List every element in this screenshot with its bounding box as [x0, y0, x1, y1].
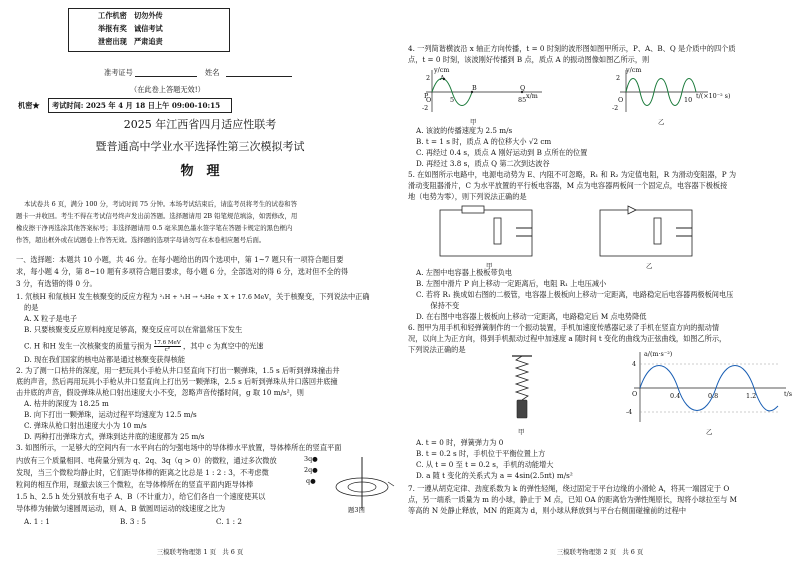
q3-option-b: B. 3 : 5 — [120, 517, 146, 526]
q6-graph-tick-0-4: 0.4 — [670, 392, 681, 400]
answer-invalid-note: （在此卷上答题无效!） — [130, 85, 205, 94]
q4-vib-origin: O — [618, 96, 624, 104]
q6-stem-line-1: 6. 图甲为用手机和轻弹簧制作的一个振动装置，手机加速度传感器记录了手机在竖直方向的振动情 — [408, 323, 720, 332]
q6-fig2-caption: 乙 — [706, 428, 713, 436]
q4-stem-line-1: 4. 一列简谐横波沿 x 轴正方向传播，t = 0 时刻的波形图如图甲所示，P、A、B、Q 是介质中的四个质 — [408, 44, 736, 53]
q5-fig-caption-left: 甲 — [486, 262, 493, 270]
intro-line-1: 本试卷共 6 页，满分 100 分，考试时间 75 分钟。本场考试结束后，请监考员将考生的试卷和答 — [24, 200, 298, 208]
intro-line-3: 橡皮擦干净再选涂其他答案标号；非选择题请用 0.5 毫米黑色墨水签字笔在答题卡规定的黑色框内 — [16, 224, 293, 232]
q1-c-c: H 发生一次核聚变的质量亏损为 — [49, 341, 152, 351]
q7-stem-line-1: 7. 一遵从胡克定律、劲度系数为 k 的弹性轻绳，绕过固定于平台边缘的小滑轮 A，将其一端固定于 O — [408, 484, 730, 493]
q2-option-c: C. 弹珠从枪口射出速度大小为 10 m/s — [24, 421, 147, 430]
q5-right-rheostat — [654, 218, 661, 244]
q5-stem-line-1: 5. 在如图所示电路中，电源电动势为 E、内阻不可忽略，R₁ 和 R₂ 为定值电阻，R 为滑动变阻器，P 为 — [408, 170, 737, 179]
q5-circuit-left — [432, 204, 542, 262]
q4-option-c: C. 再经过 0.4 s，质点 A 刚好运动到 B 点所在的位置 — [416, 148, 588, 157]
q6-graph-tick-neg4: -4 — [626, 408, 633, 416]
q3-charge-q: q● — [306, 477, 316, 485]
q4-fig2-caption: 乙 — [658, 118, 665, 126]
q6-graph-xlabel: t/s — [784, 390, 793, 398]
q3-stem-line-6: 导体棒为轴做匀速圆周运动，则 A、B 做圆周运动的线速度之比为 — [16, 504, 226, 513]
q6-graph-ylabel: a/(m·s⁻²) — [644, 350, 673, 358]
section-1-line-2: 求，每小题 4 分，第 8~10 题有多项符合题目要求，每小题 6 分，全部选对的得 6 分，选对但不全的得 — [16, 267, 349, 276]
q4-vib-tick-10: 10 — [684, 96, 693, 104]
q6-graph-tick-1-2: 1.2 — [746, 392, 757, 400]
q5-circuit-right — [592, 204, 702, 262]
q3-figure-caption: 题3图 — [348, 506, 365, 514]
q1-option-b: B. 只要核聚变反应原料纯度足够高，聚变反应可以在常温常压下发生 — [24, 325, 243, 334]
q6-spring-figure — [510, 354, 534, 424]
q3-charge-2q: 2q● — [304, 466, 318, 474]
q5-option-d: D. 在右图中电容器上极板向上移动一定距离，电路稳定后 M 点电势降低 — [416, 312, 647, 321]
q5-left-rheostat — [494, 218, 501, 244]
q1-option-a: A. X 粒子是电子 — [24, 314, 78, 323]
exam-title-line-2: 暨普通高中学业水平选择性第三次模拟考试 — [95, 140, 305, 153]
q1-c-fraction — [154, 340, 181, 353]
q4-wave-label-a: A — [440, 74, 445, 82]
q7-stem-line-2: 点，另一端系一质量为 m 的小球，静止于 M 点，已知 OA 的距离恰为弹性绳原长，现将小球拉至与 M — [408, 495, 737, 504]
ticket-number-label: 准考证号 — [104, 68, 133, 77]
q4-wave-xlabel: x/m — [526, 92, 538, 100]
ticket-number-blank — [135, 76, 197, 77]
q2-stem-line-3: 击井底的声音，假设弹珠从枪口射出速度大小不变，忽略声音传播时间，g 取 10 m/s²，则 — [16, 388, 304, 397]
q1-c-d: ，其中 c 为真空中的光速 — [183, 341, 264, 351]
q4-wave-origin: O — [426, 96, 432, 104]
q6-phone — [517, 400, 527, 418]
q6-fig1-caption: 甲 — [518, 428, 525, 436]
q5-left-outer-loop — [440, 210, 532, 256]
q3-stem-line-1: 3. 如图所示，一足够大的空间内有一水平向右的匀强电场中的导体棒水平放置，导体棒所在的竖直平面 — [16, 443, 342, 452]
q6-acceleration-graph — [626, 350, 791, 424]
rule-line-1: 工作机密 切勿外传 — [98, 11, 163, 20]
q4-fig1-caption: 甲 — [470, 118, 477, 126]
q4-option-b: B. t = 1 s 时，质点 A 的位移大小 √2 cm — [416, 137, 552, 146]
q4-wave-label-q: Q — [520, 84, 526, 92]
q2-stem-line-1: 2. 为了测一口枯井的深度，用一把玩具小手枪从井口竖直向下打出一颗弹珠，1.5 s 后听到弹珠撞击井 — [16, 366, 340, 375]
q5-stem-line-3: 地（电势为零），则下列说法正确的是 — [408, 192, 527, 201]
q1-option-d: D. 现在我们国家的核电站都是通过核聚变获得核能 — [24, 355, 186, 364]
q4-option-a: A. 该波的传播速度为 2.5 m/s — [416, 126, 513, 135]
q4-vib-xlabel: t/(×10⁻² s) — [696, 92, 731, 100]
q5-stem-line-2: 滑动变阻器滑片，C 为水平放置的平行板电容器，M 点为电容器两板间一个固定点，电容器下极板接 — [408, 181, 728, 190]
q1-c-frac-bot: c² — [164, 347, 170, 353]
q6-option-d: D. a 随 t 变化的关系式为 a = 4sin(2.5πt) m/s² — [416, 471, 573, 480]
student-name-label: 姓名 — [205, 68, 220, 77]
q3-option-c: C. 1 : 2 — [216, 517, 242, 526]
q1-option-c — [24, 340, 264, 353]
section-1-line-3: 3 分，有选错的得 0 分。 — [16, 279, 97, 288]
q5-option-c: C. 若将 R₁ 换成如右图的二极管，电容器上极板向上移动一定距离，电路稳定后电容器两极板间电压 — [416, 290, 734, 299]
q5-right-diode — [628, 206, 636, 214]
q4-wave-tick-2: 2 — [426, 74, 431, 82]
q6-option-a: A. t = 0 时，弹簧弹力为 0 — [416, 438, 504, 447]
q1-c-frac-top: 17.6 MeV — [153, 340, 181, 346]
q1-stem-c: H 发生核聚变的反应方程为 — [69, 292, 158, 301]
q3-arrow-line — [388, 482, 394, 486]
q4-wave-label-b: B — [472, 84, 477, 92]
secret-label: 机密★ — [18, 101, 40, 110]
q5-fig-caption-right: 乙 — [646, 262, 653, 270]
q4-stem-line-2: 点，t = 0 时刻，该波刚好传播到 B 点，质点 A 的振动图像如图乙所示，则 — [408, 55, 650, 64]
q5-option-a: A. 左图中电容器上极板带负电 — [416, 268, 513, 277]
q1-c-a: C. — [24, 341, 34, 351]
q5-option-c-cont: 保持不变 — [416, 301, 460, 310]
page-right — [400, 0, 800, 565]
q3-charge-3q: 3q● — [304, 455, 318, 463]
q1-stem-d: ，关于核聚变，下列说法中正确 — [268, 292, 370, 301]
q1-c-b: H 和 — [33, 341, 50, 351]
subject-title: 物 理 — [180, 164, 220, 179]
q4-option-d: D. 再经过 3.8 s，质点 Q 第二次到达波谷 — [416, 159, 550, 168]
q3-stem-line-5: 1.5 h、2.5 h 处分别放有电子 A、B（不计重力），给它们各自一个速度使其以 — [16, 492, 266, 501]
footer-left: 三模联考物理第 1 页 共 6 页 — [156, 548, 244, 556]
q6-option-b: B. t = 0.2 s 时，手机位于平衡位置上方 — [416, 449, 546, 458]
q7-stem-line-3: 等高的 N 处静止释放，MN 的距离为 d，则小球从释放到与平台右侧面碰撞前的过程中 — [408, 506, 687, 515]
q5-right-outer-loop — [600, 210, 692, 256]
exam-time: 考试时间: 2025 年 4 月 18 日上午 09:00-10:15 — [52, 101, 221, 110]
section-1-line-1: 一、选择题：本题共 10 小题，共 46 分。在每小题给出的四个选项中，第 1~7 题只有一项符合题目要 — [16, 255, 344, 264]
q4-vib-tick-2: 2 — [616, 74, 621, 82]
q6-stem-line-3: 下列说法正确的是 — [408, 345, 466, 354]
q4-wave-label-p: P — [424, 92, 429, 100]
q1-stem-a: 1. 氘核 — [16, 292, 40, 301]
q1-stem-line-1 — [16, 292, 370, 302]
q2-option-b: B. 向下打出一颗弹珠，运动过程平均速度为 12.5 m/s — [24, 410, 197, 419]
q4-wave-tick-neg2: -2 — [422, 104, 429, 112]
q4-vib-tick-neg2: -2 — [612, 104, 619, 112]
q3-stem-line-4: 粒间的相互作用，现撤去该三个微粒，在导体棒所在的竖直平面内距导体棒 — [16, 480, 254, 489]
q1-stem-line-2: 的是 — [24, 303, 39, 312]
exam-title-line-1: 2025 年江西省四月适应性联考 — [123, 118, 277, 131]
q4-vib-ylabel: y/cm — [626, 66, 642, 74]
q6-graph-tick-4: 4 — [632, 360, 637, 368]
intro-line-2: 题卡一并收回。考生不得在考试信号终声发出前答题。选择题请用 2B 铅笔规范填涂，如需修改，用 — [16, 212, 298, 220]
rule-line-3: 泄密出现 严肃追责 — [98, 37, 163, 46]
q1-equation: ²₁H + ³₁H → ⁴₂He + X + 17.6 MeV — [159, 293, 269, 301]
q6-stem-line-2: 况，以向上为正方向，得到手机振动过程中加速度 a 随时间 t 变化的曲线为正弦曲线，如图乙所示， — [408, 334, 727, 343]
q5-left-r1 — [462, 206, 484, 213]
q3-option-a: A. 1 : 1 — [24, 517, 50, 526]
q5-option-b: B. 左图中滑片 P 向上移动一定距离后，电阻 R₁ 上电压减小 — [416, 279, 607, 288]
q4-wave-tick-85: 85 — [518, 96, 527, 104]
q6-graph-tick-0-8: 0.8 — [708, 392, 719, 400]
q3-stem-line-3: 发现，当三个微粒均静止时，它们距导体棒的距离之比总是 1 : 2 : 3，不考虑微 — [16, 468, 269, 477]
footer-right: 三模联考物理第 2 页 共 6 页 — [556, 548, 644, 556]
q6-spring — [516, 356, 528, 400]
q3-stem-line-2: 内放有三个质量相同、电荷量分别为 q、2q、3q（q > 0）的微粒，通过多次微放 — [16, 456, 277, 465]
rule-line-2: 举报有奖 诚信考试 — [98, 24, 163, 33]
q2-option-d: D. 两种打出弹珠方式，弹珠到达井底的速度都为 25 m/s — [24, 432, 205, 441]
q6-option-c: C. 从 t = 0 至 t = 0.2 s，手机的动能增大 — [416, 460, 554, 469]
q2-option-a: A. 枯井的深度为 18.25 m — [24, 399, 109, 408]
q6-graph-origin: O — [632, 390, 638, 398]
student-name-blank — [226, 76, 292, 77]
q4-wave-tick-5: 5 — [450, 96, 455, 104]
q4-wave-ylabel: y/cm — [434, 66, 450, 74]
q1-stem-b: H 和氚核 — [39, 292, 70, 301]
intro-line-4: 作答，超出框外或在试题卷上作答无效。选择题的选项字母请勿写在本卷相应题号后面。 — [16, 236, 266, 244]
q2-stem-line-2: 底的声音，然后再用玩具小手枪从井口竖直向上打出另一颗弹珠，2.5 s 后听到弹珠从井口落回井底撞 — [16, 377, 338, 386]
